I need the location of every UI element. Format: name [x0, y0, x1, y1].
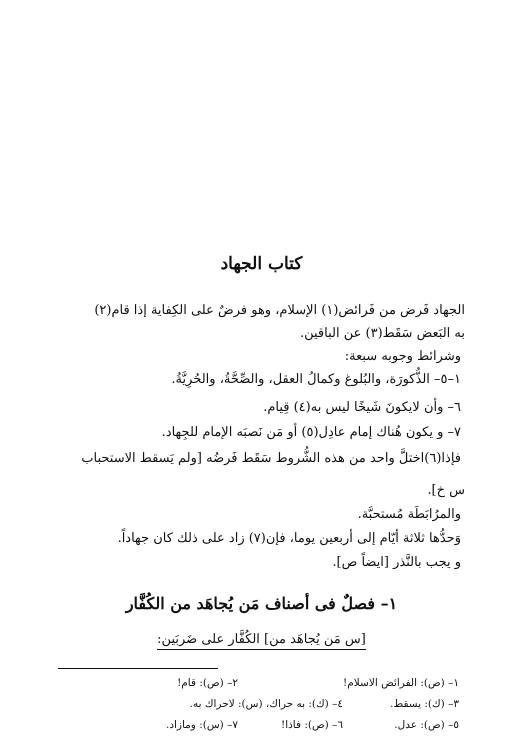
- paragraph-line: وشرائط وجوبه سبعة:: [344, 349, 461, 364]
- paragraph-line: ٦– وأن لايكونَ شَيخًا ليس به(٤) قِيام.: [263, 400, 461, 415]
- footnote: ٤– (ك): به حراك، (س): لاحراك به.: [189, 698, 343, 710]
- paragraph-line: ١–٥– الذُّكورَة، والبُلوغ وكمالُ العقل، والصِّحَّةُ، والحُرِيَّةُ.: [171, 372, 461, 387]
- footnote: ٥– (ص): عدل.: [394, 719, 459, 731]
- footnote: ٣– (ك): يسقط.: [390, 698, 459, 710]
- paragraph-line: وَحدُّها ثلاثة أيّام إلى أربعين يوما، فإن(٧) زاد على ذلك كان جهاداً.: [117, 531, 461, 546]
- section-subtitle-row: [0, 632, 523, 650]
- paragraph-line: و يجب بالنَّذر [ايضاً ص].: [332, 555, 461, 570]
- paragraph-line: فإذا(٦)اختلَّ واحد من هذه الشُّروط سَقَط فَرضُه [ولم يَسقط الاستحباب: [81, 451, 461, 466]
- paragraph-line: ٧– و يكون هُناك إمام عادِل(٥) أو مَن نَصبَه الإمام للجِهاد.: [161, 425, 461, 440]
- section-subtitle: [س مَن يُجاهَد من] الكُفَّار على ضَربَين:: [157, 632, 366, 650]
- paragraph-line: به البَعض سَقَط(٣) عن الباقين.: [299, 326, 465, 341]
- footnote: ٢– (ص): قام!: [177, 677, 238, 689]
- book-title: كتاب الجهاد: [220, 254, 303, 274]
- footnote-divider: [58, 668, 218, 669]
- footnote: ١– (ص): الفرائض الاسلام!: [343, 677, 459, 689]
- paragraph-line: س خ].: [427, 483, 465, 498]
- section-title: ١– فصلٌ فى أصناف مَن يُجاهَد من الكُفَّار: [125, 594, 398, 613]
- footnote: ٧– (س): ومازاد.: [165, 719, 238, 731]
- paragraph-line: والمرُابَطَة مُستحبَّة.: [357, 507, 461, 522]
- footnote: ٦– (ص): فاذا!: [280, 719, 343, 731]
- paragraph-line: الجهاد فَرض من فَرائض(١) الإسلام، وهو فرضٌ على الكِفاية إذا قام(٢): [94, 303, 465, 318]
